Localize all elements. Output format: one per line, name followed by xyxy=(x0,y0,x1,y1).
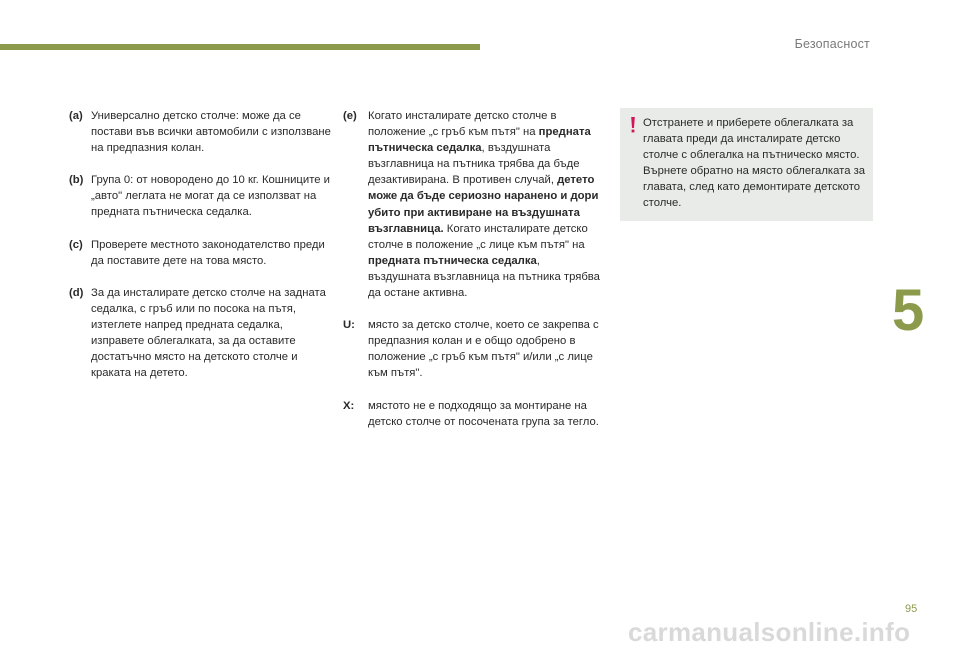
item-text: Универсално детско столче: може да се постави във всички автомобили с използване на предпазния колан. xyxy=(91,110,331,155)
list-item-e xyxy=(343,108,601,301)
left-column xyxy=(69,108,331,397)
list-item xyxy=(69,285,331,382)
item-text xyxy=(368,108,601,301)
item-label: (d) xyxy=(69,286,84,299)
exclamation-icon xyxy=(629,117,637,133)
section-title: Безопасност xyxy=(794,37,870,51)
warning-box xyxy=(620,108,873,221)
list-item-u xyxy=(343,317,601,381)
item-text: място за детско столче, което се закрепва с предпазния колан и е общо одобрено в положение „с гръб към пътя" и/или „с лице към пътя". xyxy=(368,319,599,380)
list-item xyxy=(69,108,331,156)
text-run: Когато инсталирате детско столче в положение „с лице към пътя" на xyxy=(368,222,588,251)
item-label: (b) xyxy=(69,174,84,187)
item-text: Група 0: от новородено до 10 кг. Кошниците и „авто" леглата не могат да се използват на предната пътническа седалка. xyxy=(91,174,330,219)
item-label: X: xyxy=(343,399,355,412)
text-run: , въздушната възглавница на пътника трябва да остане активна. xyxy=(368,254,600,300)
text-run: Когато инсталирате детско столче в положение „с гръб към пътя" на xyxy=(368,110,557,139)
middle-column xyxy=(343,108,601,446)
warning-text: Отстранете и приберете облегалката за главата преди да инсталирате детско столче с облегалка на пътническо място. Върнете обратно на място облегалката за главата, след като демонтирате детското столче. xyxy=(643,117,866,210)
chapter-number: 5 xyxy=(892,278,925,343)
item-text: мястото не е подходящо за монтиране на детско столче от посочената група за тегло. xyxy=(368,399,599,428)
bold-run: детето може да бъде сериозно наранено и дори убито при активиране на въздушната възглавница. xyxy=(368,174,599,235)
text-run: , въздушната възглавница на пътника трябва да бъде дезактивирана. В противен случай, xyxy=(368,142,580,187)
item-label: (e) xyxy=(343,110,357,122)
item-text: За да инсталирате детско столче на задната седалка, с гръб или по посока на пътя, изтеглете напред предната седалка, изправете облегалката, за да оставите достатъчно място на детското столче и краката на детето. xyxy=(91,286,326,380)
list-item xyxy=(69,237,331,269)
list-item xyxy=(69,172,331,220)
bold-run: предната пътническа седалка xyxy=(368,254,537,267)
item-label: U: xyxy=(343,319,355,332)
bold-run: предната пътническа седалка xyxy=(368,126,591,155)
top-accent-rule xyxy=(0,44,480,50)
watermark: carmanualsonline.info xyxy=(628,617,911,647)
page-number: 95 xyxy=(905,603,918,615)
item-label: (a) xyxy=(69,110,83,122)
item-text: Проверете местното законодателство преди да поставите дете на това място. xyxy=(91,238,325,267)
list-item-x xyxy=(343,398,601,430)
item-label: (c) xyxy=(69,238,83,251)
